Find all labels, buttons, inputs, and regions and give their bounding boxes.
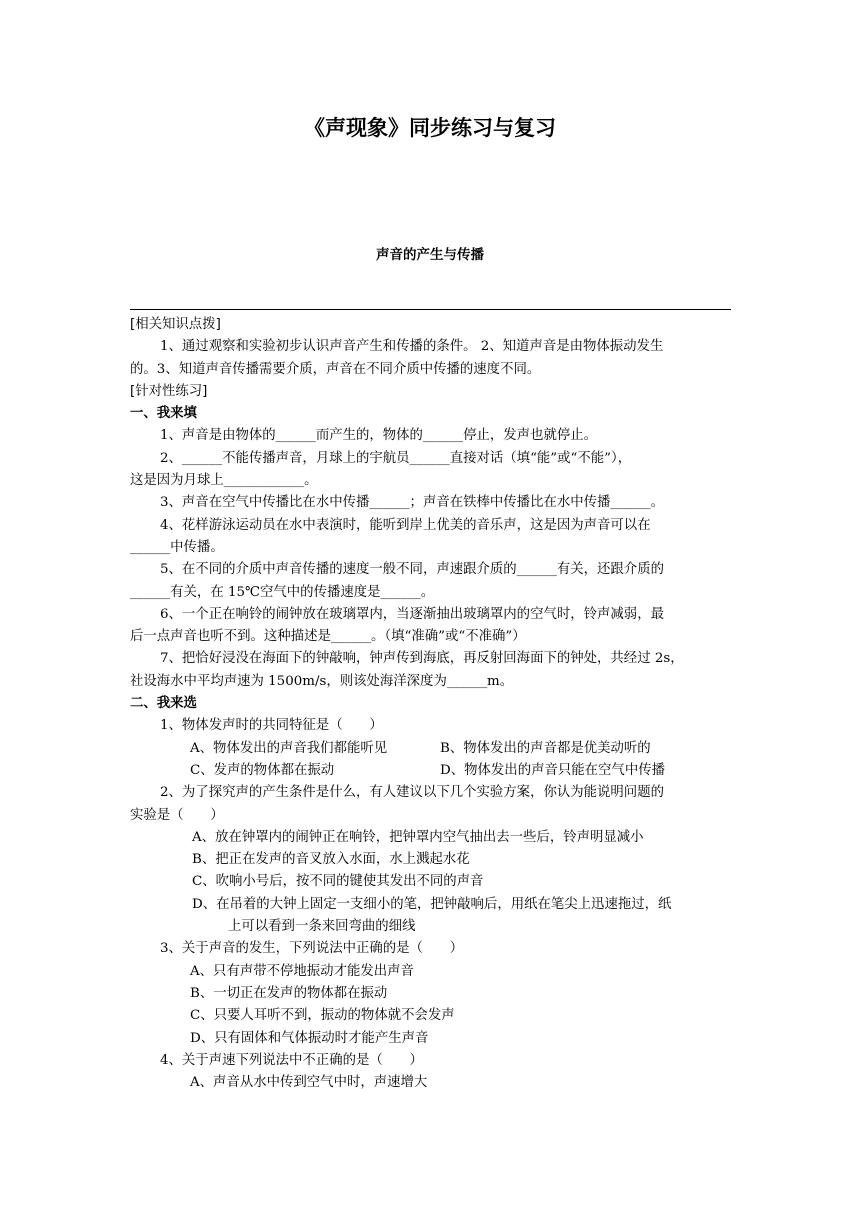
knowledge-heading: [相关知识点拨] xyxy=(130,317,221,332)
choice-q4-option-a: A、声音从水中传到空气中时，声速增大 xyxy=(190,1075,428,1091)
choice-q1-option-c: C、发声的物体都在振动 xyxy=(190,762,335,778)
choice-q2-option-d: D、在吊着的大钟上固定一支细小的笔，把钟敲响后，用纸在笔尖上迅速拖过，纸 xyxy=(192,896,672,912)
choice-q3-option-c: C、只要人耳听不到，振动的物体就不会发声 xyxy=(190,1008,455,1024)
choice-q1-options-cd xyxy=(130,760,731,782)
fill-heading: 一、我来填 xyxy=(130,406,197,422)
choice-q1-options-ab xyxy=(130,738,731,760)
fill-q1: 1、声音是由物体的______而产生的，物体的______停止，发声也就停止。 xyxy=(160,428,598,444)
fill-q7-line2: 社设海水中平均声速为 1500m/s，则该处海洋深度为______m。 xyxy=(130,673,514,689)
fill-q4-line1: 4、花样游泳运动员在水中表演时，能听到岸上优美的音乐声，这是因为声音可以在 xyxy=(160,517,651,533)
section-subtitle: 声音的产生与传播 xyxy=(376,247,484,263)
fill-q2-line2: 这是因为月球上____________。 xyxy=(130,473,318,489)
choice-q2-line1: 2、为了探究声的产生条件是什么，有人建议以下几个实验方案，你认为能说明问题的 xyxy=(160,785,664,801)
document-body xyxy=(130,314,731,1094)
fill-q2-line1: 2、______不能传播声音，月球上的宇航员______直接对话（填“能”或“不能”）， xyxy=(160,450,632,466)
fill-q4-line2: ______中传播。 xyxy=(130,539,224,555)
knowledge-line-2: 的。3、知道声音传播需要介质，声音在不同介质中传播的速度不同。 xyxy=(130,361,541,377)
divider xyxy=(130,309,731,310)
choice-q2-line2: 实验是（ ） xyxy=(130,807,224,823)
fill-q5-line2: ______有关，在 15℃空气中的传播速度是______。 xyxy=(130,584,435,600)
choice-q3-option-b: B、一切正在发声的物体都在振动 xyxy=(190,985,388,1001)
document-title: 《声现象》同步练习与复习 xyxy=(304,116,556,140)
choice-q2-option-d-cont: 上可以看到一条来回弯曲的细线 xyxy=(228,919,416,935)
choice-q2-option-c: C、吹响小号后，按不同的键使其发出不同的声音 xyxy=(192,874,484,890)
choice-q2-option-a: A、放在钟罩内的闹钟正在响铃，把钟罩内空气抽出去一些后，铃声明显减小 xyxy=(192,829,644,845)
choice-q3: 3、关于声音的发生，下列说法中正确的是（ ） xyxy=(160,941,464,957)
choice-q1: 1、物体发声时的共同特征是（ ） xyxy=(160,718,383,734)
choice-q3-option-d: D、只有固体和气体振动时才能产生声音 xyxy=(190,1030,429,1046)
fill-q5-line1: 5、在不同的介质中声音传播的速度一般不同，声速跟介质的______有关，还跟介质的 xyxy=(160,562,664,578)
fill-q6-line1: 6、一个正在响铃的闹钟放在玻璃罩内，当逐渐抽出玻璃罩内的空气时，铃声减弱，最 xyxy=(160,606,664,622)
fill-q3: 3、声音在空气中传播比在水中传播______；声音在铁棒中传播比在水中传播______。 xyxy=(160,495,664,511)
choice-q3-option-a: A、只有声带不停地振动才能发出声音 xyxy=(190,963,414,979)
choice-q1-option-d: D、物体发出的声音只能在空气中传播 xyxy=(440,762,665,778)
choice-heading: 二、我来选 xyxy=(130,696,197,712)
practice-heading: [针对性练习] xyxy=(130,383,208,399)
choice-q4: 4、关于声速下列说法中不正确的是（ ） xyxy=(160,1052,423,1068)
knowledge-line-1: 1、通过观察和实验初步认识声音产生和传播的条件。 2、知道声音是由物体振动发生 xyxy=(160,339,664,355)
choice-q1-option-b: B、物体发出的声音都是优美动听的 xyxy=(440,740,651,756)
fill-q6-line2: 后一点声音也听不到。这种描述是______。（填“准确”或“不准确”） xyxy=(130,629,526,645)
choice-q2-option-b: B、把正在发声的音叉放入水面，水上溅起水花 xyxy=(192,852,470,868)
choice-q1-option-a: A、物体发出的声音我们都能听见 xyxy=(190,740,388,756)
fill-q7-line1: 7、把恰好浸没在海面下的钟敲响，钟声传到海底，再反射回海面下的钟处，共经过 2s， xyxy=(160,651,684,667)
